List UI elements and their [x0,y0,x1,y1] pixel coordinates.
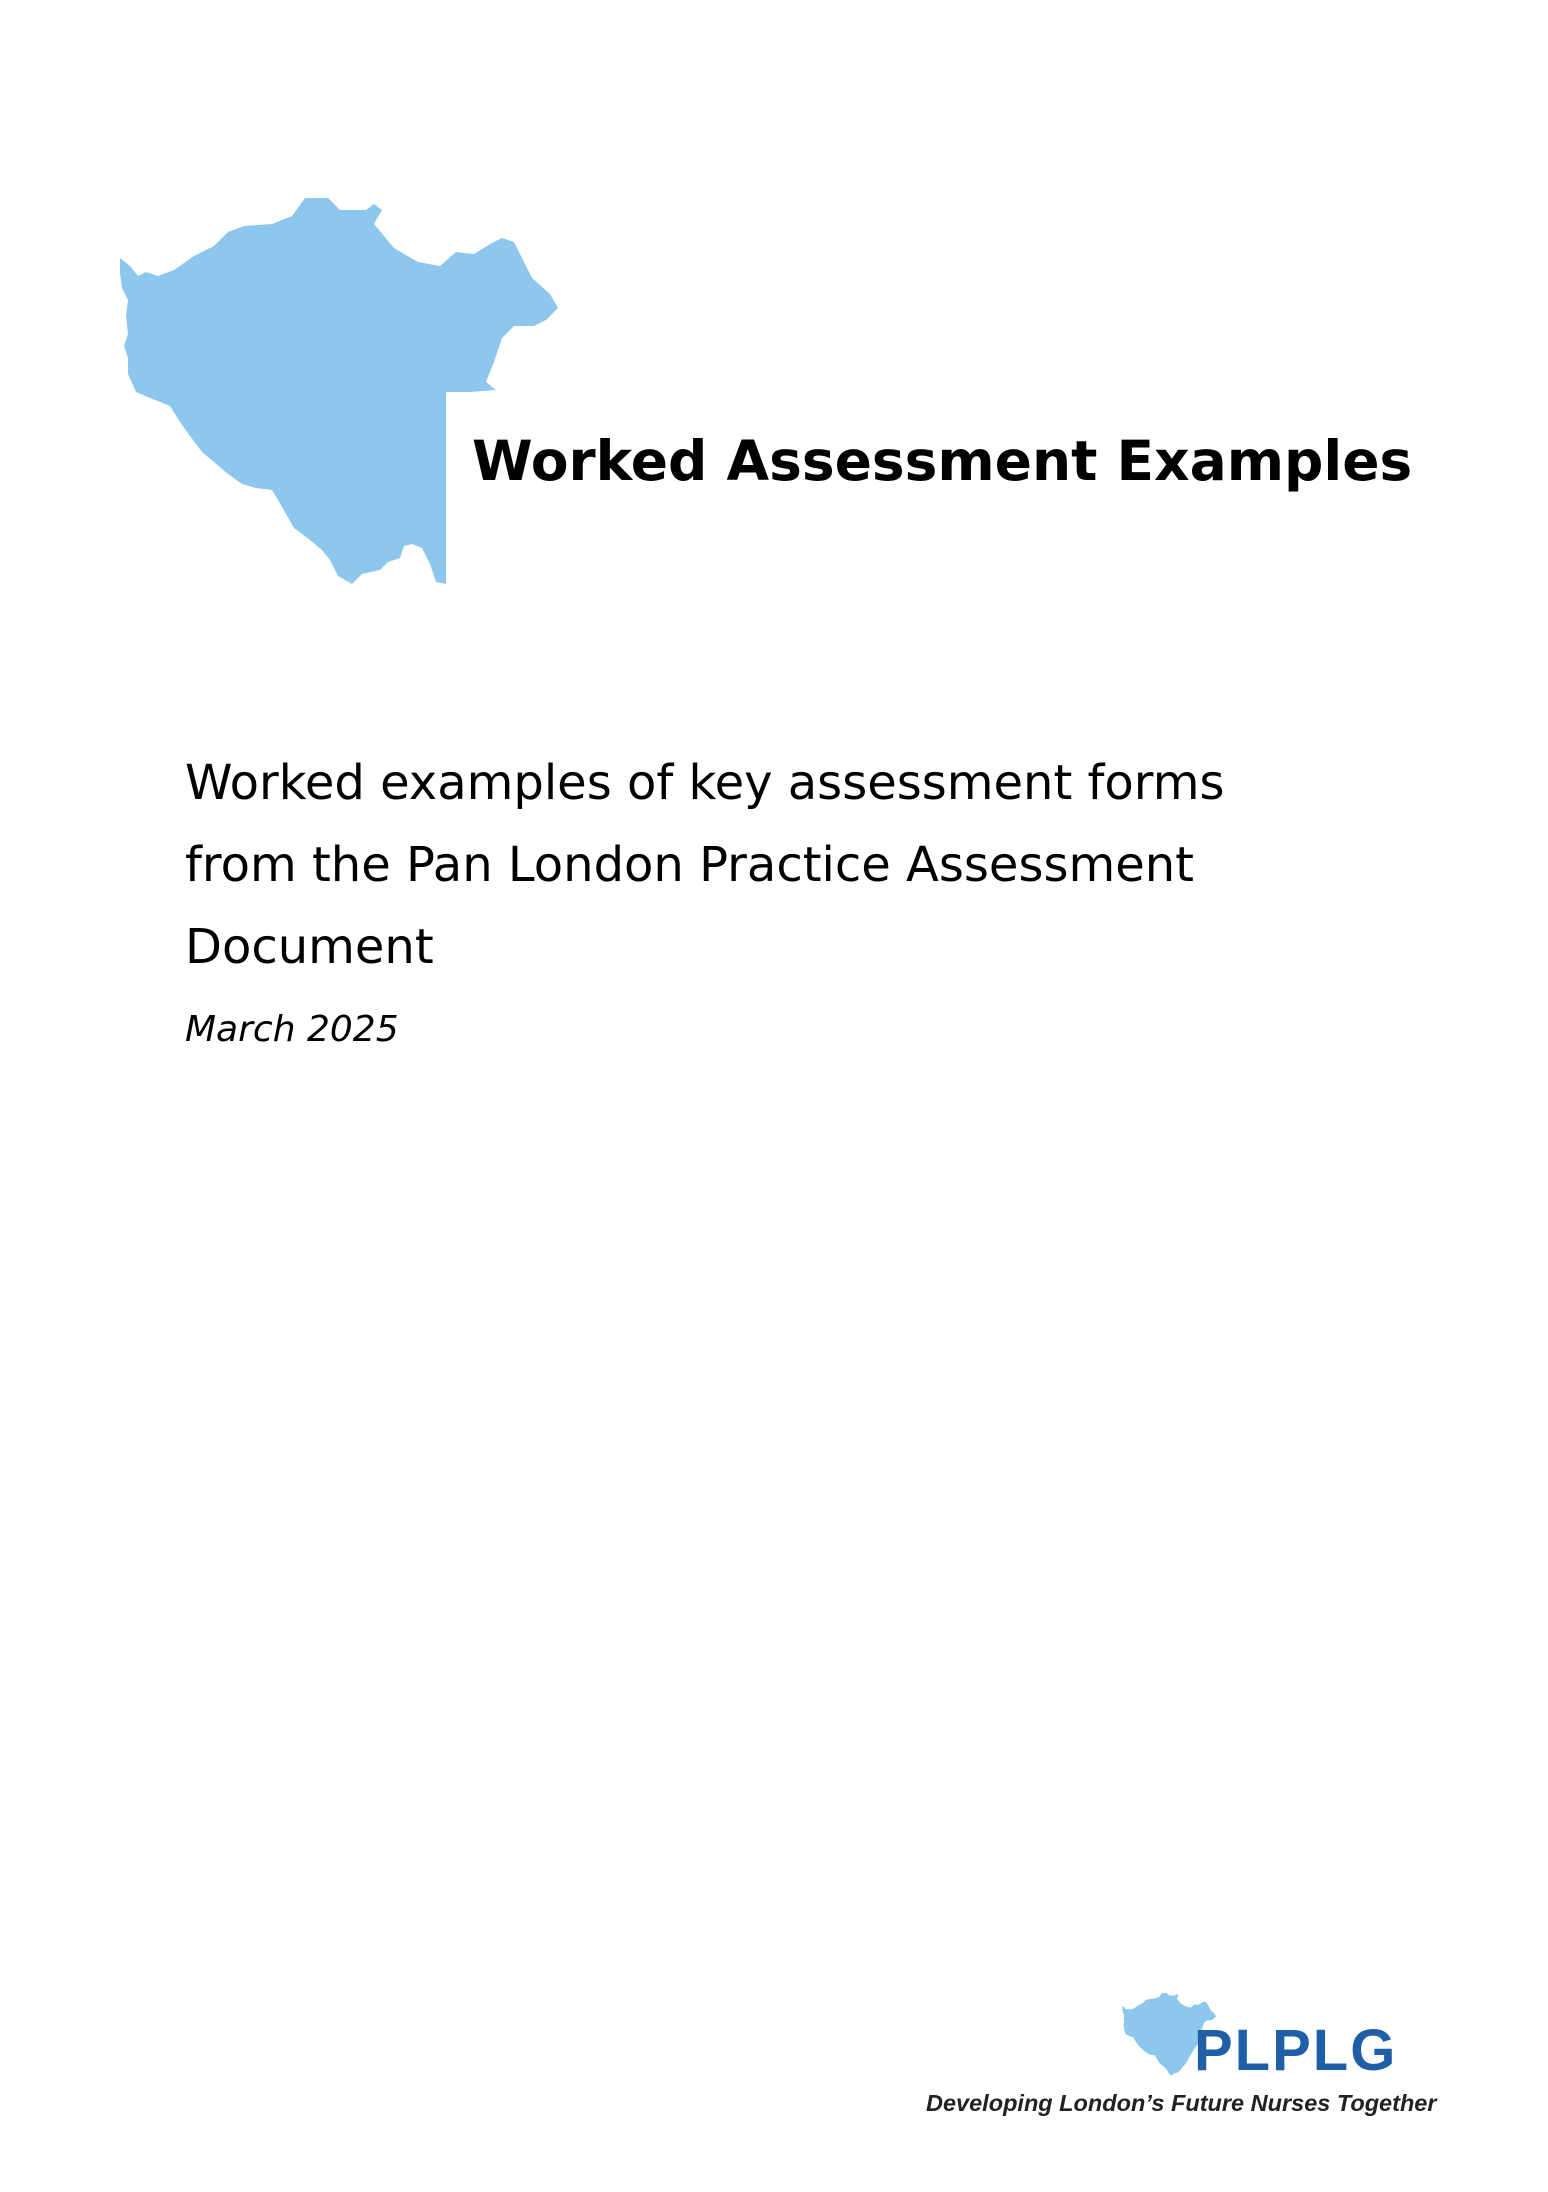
document-subtitle [185,742,1335,988]
logo-tagline: Developing London’s Future Nurses Together [926,2090,1437,2116]
subtitle-line: Worked examples of key assessment forms [185,755,1225,811]
document-title: Worked Assessment Examples [472,429,1413,493]
document-date: March 2025 [185,1009,399,1050]
logo-wordmark: PLPLG [1194,2018,1398,2083]
subtitle-line: from the Pan London Practice Assessment [185,837,1194,893]
subtitle-line: Document [185,919,434,975]
london-map-icon [118,196,614,584]
plplg-logo [1122,1992,1422,2083]
